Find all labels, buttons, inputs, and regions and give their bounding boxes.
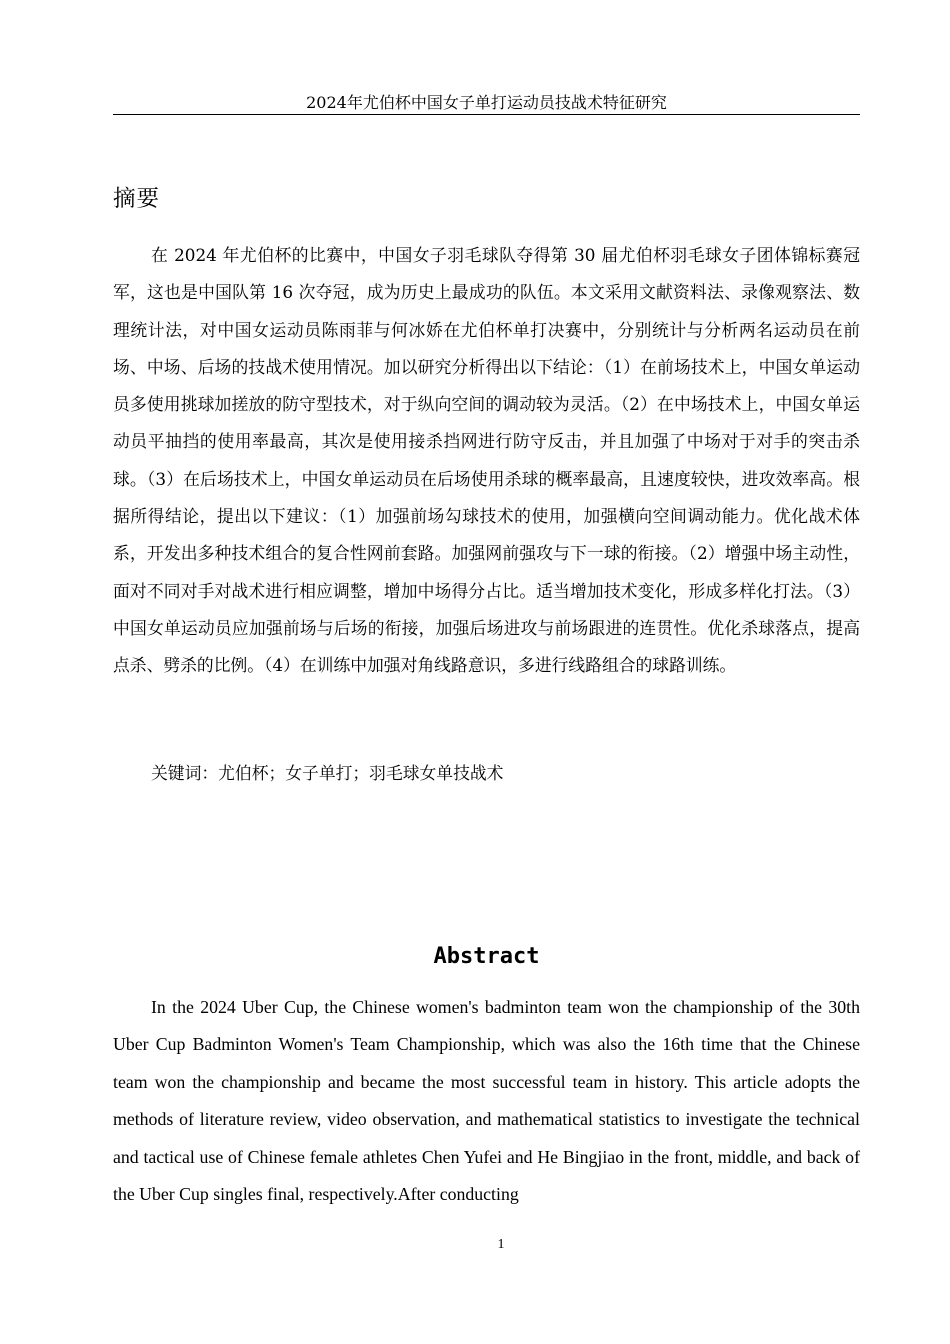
abstract-cn-body: 在 2024 年尤伯杯的比赛中，中国女子羽毛球队夺得第 30 届尤伯杯羽毛球女子团体锦标赛冠军，这也是中国队第 16 次夺冠，成为历史上最成功的队伍。本文采用文献资料法、录像观察法、数理统计法，对中国女运动员陈雨菲与何冰娇在尤伯杯单打决赛中，分别统计与分析两名运动员在前场、中场、后场的技战术使用情况。加以研究分析得出以下结论：（1）在前场技术上，中国女单运动员多使用挑球加搓放的防守型技术，对于纵向空间的调动较为灵活。（2）在中场技术上，中国女单运动员平抽挡的使用率最高，其次是使用接杀挡网进行防守反击，并且加强了中场对于对手的突击杀球。（3）在后场技术上，中国女单运动员在后场使用杀球的概率最高，且速度较快，进攻效率高。根据所得结论，提出以下建议：（1）加强前场勾球技术的使用，加强横向空间调动能力。优化战术体系，开发出多种技术组合的复合性网前套路。加强网前强攻与下一球的衔接。（2）增强中场主动性，面对不同对手对战术进行相应调整，增加中场得分占比。适当增加技术变化，形成多样化打法。（3）中国女单运动员应加强前场与后场的衔接，加强后场进攻与前场跟进的连贯性。优化杀球落点，提高点杀、劈杀的比例。（4）在训练中加强对角线路意识，多进行线路组合的球路训练。 xyxy=(113,245,860,676)
page-number: 1 xyxy=(497,1237,505,1252)
abstract-en-body: In the 2024 Uber Cup, the Chinese women's badminton team won the championship of the 30th Uber Cup Badminton Women's Team Championship, which was also the 16th time that the Chinese team won the championship and became the most successful team in history. This article adopts the methods of literature review, video observation, and mathematical statistics to investigate the technical and tactical use of Chinese female athletes Chen Yufei and He Bingjiao in the front, middle, and back of the Uber Cup singles final, respectively.After conducting xyxy=(113,997,860,1205)
abstract-cn-keywords xyxy=(151,760,503,786)
header-rule xyxy=(113,114,860,115)
keywords-label: 关键词： xyxy=(151,763,219,783)
abstract-en-heading: Abstract xyxy=(433,944,540,969)
running-header: 2024年尤伯杯中国女子单打运动员技战术特征研究 xyxy=(306,93,667,112)
abstract-cn-heading: 摘要 xyxy=(113,186,161,212)
keywords-value: 尤伯杯；女子单打；羽毛球女单技战术 xyxy=(218,763,504,783)
